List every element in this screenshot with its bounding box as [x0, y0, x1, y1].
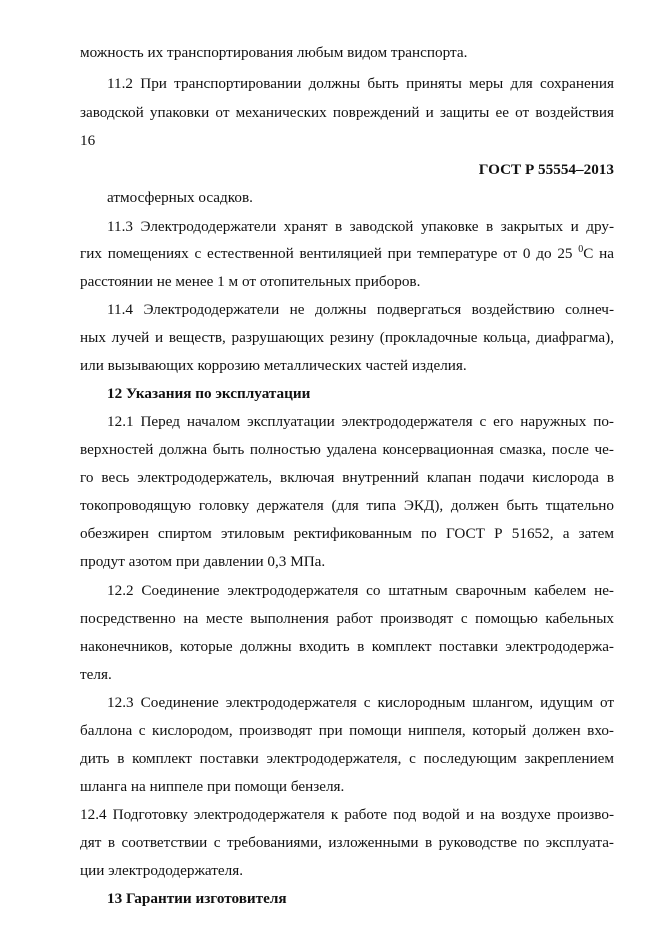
text-line [80, 245, 614, 263]
text-line: теля. [80, 666, 112, 683]
text-line: токопроводящую головку держателя (для типа ЭКД), должен быть тщательно [80, 497, 614, 514]
text-line: 12.1 Перед началом эксплуатации электрододержателя с его наружных по- [107, 413, 614, 430]
page-number: 16 [80, 132, 96, 149]
text-line: дят в соответствии с требованиями, изложенными в руководстве по эксплуата- [80, 834, 614, 851]
text-line: ции электрододержателя. [80, 862, 244, 879]
text-line: 12.3 Соединение электрододержателя с кислородным шлангом, идущим от [107, 694, 614, 711]
text-line: баллона с кислородом, производят при помощи ниппеля, который должен вхо- [80, 722, 614, 739]
text-line: 12.2 Соединение электрододержателя со штатным сварочным кабелем не- [107, 582, 614, 599]
section-heading: 13 Гарантии изготовителя [107, 890, 287, 907]
page-header-gost: ГОСТ Р 55554–2013 [478, 161, 614, 178]
text-fragment: гих помещениях с естественной вентиляцией при температуре от 0 до 25 [80, 245, 579, 262]
text-line: 11.3 Электрододержатели хранят в заводской упаковке в закрытых и дру- [107, 218, 614, 235]
text-line: или вызывающих коррозию металлических частей изделия. [80, 357, 467, 374]
text-line: посредственно на месте выполнения работ производят с помощью кабельных [80, 610, 614, 627]
text-line: можность их транспортирования любым видом транспорта. [80, 44, 468, 61]
text-line: наконечников, которые должны входить в комплект поставки электрододержа- [80, 638, 614, 655]
section-heading: 12 Указания по эксплуатации [107, 385, 311, 402]
text-line: 11.4 Электрододержатели не должны подвергаться воздействию солнеч- [107, 301, 614, 318]
text-line: дить в комплект поставки электрододержателя, с последующим закреплением [80, 750, 614, 767]
text-line: шланга на ниппеле при помощи бензеля. [80, 778, 345, 795]
text-fragment: C на [583, 245, 615, 262]
text-line: го весь электрододержатель, включая внутренний клапан подачи кислорода в [80, 469, 614, 486]
text-line: 11.2 При транспортировании должны быть приняты меры для сохранения [107, 75, 614, 92]
text-line: расстоянии не менее 1 м от отопительных приборов. [80, 273, 421, 290]
text-line: ных лучей и веществ, разрушающих резину (прокладочные кольца, диафрагма), [80, 329, 614, 346]
text-line: верхностей должна быть полностью удалена консервационная смазка, после че- [80, 441, 614, 458]
text-line: атмосферных осадков. [107, 189, 253, 206]
degree-superscript: 0 [578, 244, 584, 255]
text-line: 12.4 Подготовку электрододержателя к работе под водой и на воздухе произво- [80, 806, 614, 823]
text-line: заводской упаковки от механических повреждений и защиты ее от воздействия [80, 104, 614, 121]
text-line: обезжирен спиртом этиловым ректификованным по ГОСТ Р 51652, а затем [80, 525, 614, 542]
text-line: продут азотом при давлении 0,3 МПа. [80, 553, 326, 570]
